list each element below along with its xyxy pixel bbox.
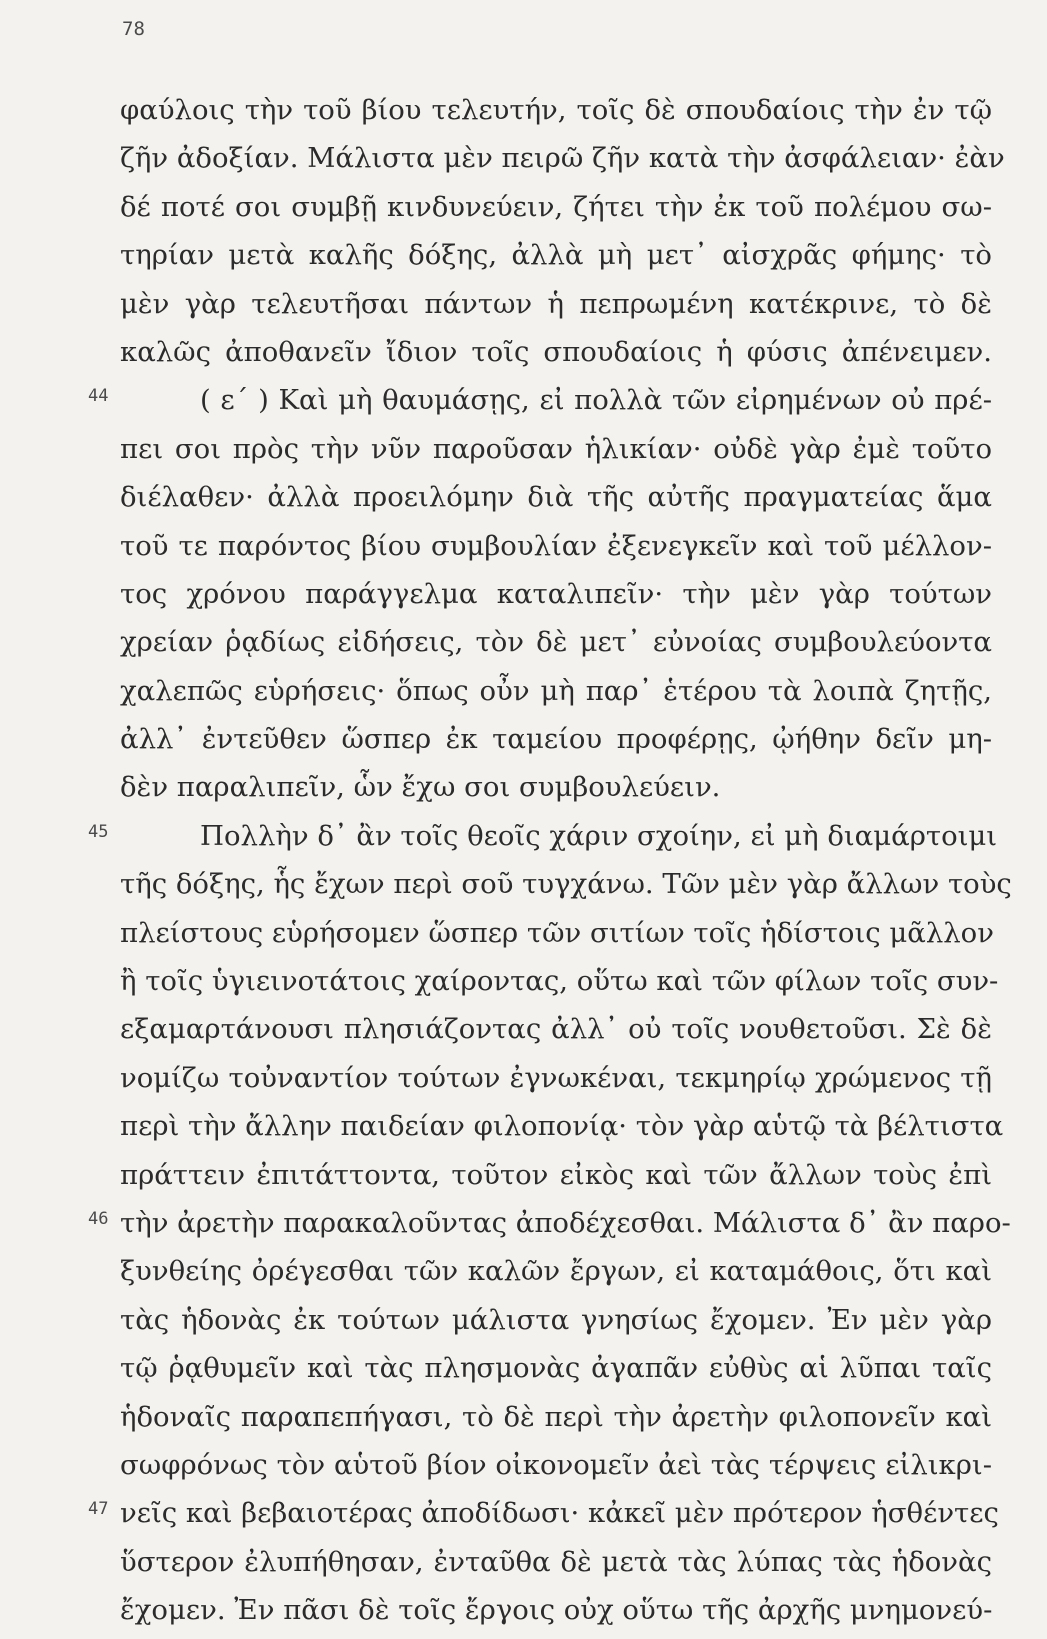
text-line [0,1106,1047,1154]
line-text: μὲν γὰρ τελευτῆσαι πάντων ἡ πεπρωμένη κατέκρινε, τὸ δὲ [120,287,992,320]
text-line [0,767,1047,815]
text-line [0,622,1047,670]
text-line [0,864,1047,912]
text-line [0,187,1047,235]
text-line [0,961,1047,1009]
line-text: τῷ ῥᾳθυμεῖν καὶ τὰς πλησμονὰς ἀγαπᾶν εὐθὺς αἱ λῦπαι ταῖς [120,1352,992,1385]
section-number: 45 [88,821,109,842]
line-text: φαύλοις τὴν τοῦ βίου τελευτήν, τοῖς δὲ σπουδαίοις τὴν ἐν τῷ [120,94,992,126]
text-line [0,429,1047,477]
text-line [0,284,1047,332]
text-line [0,1203,1047,1251]
text-line [0,1493,1047,1541]
text-line [0,1590,1047,1638]
line-text: τὴν ἀρετὴν παρακαλοῦντας ἀποδέχεσθαι. Μάλιστα δ᾽ ἂν παρο- [120,1206,1011,1239]
text-line [0,235,1047,283]
line-text: περὶ τὴν ἄλλην παιδείαν φιλοπονίᾳ· τὸν γὰρ αὑτῷ τὰ βέλτιστα [120,1110,1004,1143]
text-line [0,913,1047,961]
line-text: πλείστους εὑρήσομεν ὥσπερ τῶν σιτίων τοῖς ἡδίστοις μᾶλλον [120,916,994,949]
text-line [0,90,1047,138]
line-text: τῆς δόξης, ἧς ἔχων περὶ σοῦ τυγχάνω. Τῶν μὲν γὰρ ἄλλων τοὺς [120,868,1012,901]
body-text [0,90,1047,1639]
text-line [0,574,1047,622]
text-line [0,1300,1047,1348]
text-line [0,1445,1047,1493]
line-text: Πολλὴν δ᾽ ἂν τοῖς θεοῖς χάριν σχοίην, εἰ μὴ διαμάρτοιμι [200,819,998,852]
line-text: νεῖς καὶ βεβαιοτέρας ἀποδίδωσι· κἀκεῖ μὲν πρότερον ἡσθέντες [120,1497,999,1530]
line-text: δὲν παραλιπεῖν, ὧν ἔχω σοι συμβουλεύειν. [120,771,721,804]
text-line [0,332,1047,380]
page-number: 78 [122,18,145,40]
text-line [0,380,1047,428]
text-line [0,477,1047,525]
section-number: 46 [88,1208,109,1229]
line-text: ζῆν ἀδοξίαν. Μάλιστα μὲν πειρῶ ζῆν κατὰ τὴν ἀσφάλειαν· ἐὰν [120,142,1005,175]
line-text: ἢ τοῖς ὑγιεινοτάτοις χαίροντας, οὕτω καὶ τῶν φίλων τοῖς συν- [120,965,999,998]
line-text: νομίζω τοὐναντίον τούτων ἐγνωκέναι, τεκμηρίῳ χρώμενος τῇ [120,1061,992,1094]
line-text: εξαμαρτάνουσι πλησιάζοντας ἀλλ᾽ οὐ τοῖς νουθετοῦσι. Σὲ δὲ [120,1013,992,1046]
line-text: πει σοι πρὸς τὴν νῦν παροῦσαν ἡλικίαν· οὐδὲ γὰρ ἐμὲ τοῦτο [120,432,992,465]
text-line [0,526,1047,574]
line-text: καλῶς ἀποθανεῖν ἴδιον τοῖς σπουδαίοις ἡ φύσις ἀπένειμεν. [120,335,992,368]
text-line [0,1155,1047,1203]
line-text: πράττειν ἐπιτάττοντα, τοῦτον εἰκὸς καὶ τῶν ἄλλων τοὺς ἐπὶ [120,1158,992,1191]
text-line [0,719,1047,767]
section-number: 44 [88,386,109,407]
line-text: τος χρόνου παράγγελμα καταλιπεῖν· τὴν μὲν γὰρ τούτων [120,577,992,610]
line-text: τοῦ τε παρόντος βίου συμβουλίαν ἐξενεγκεῖν καὶ τοῦ μέλλον- [120,529,992,562]
line-text: ( ε΄ ) Καὶ μὴ θαυμάσῃς, εἰ πολλὰ τῶν εἰρημένων οὐ πρέ- [200,384,992,417]
line-text: διέλαθεν· ἀλλὰ προειλόμην διὰ τῆς αὐτῆς πραγματείας ἅμα [120,481,992,514]
line-text: χαλεπῶς εὑρήσεις· ὅπως οὖν μὴ παρ᾽ ἑτέρου τὰ λοιπὰ ζητῇς, [120,674,992,707]
text-line [0,1251,1047,1299]
line-text: ξυνθείης ὀρέγεσθαι τῶν καλῶν ἔργων, εἰ καταμάθοις, ὅτι καὶ [120,1255,992,1288]
line-text: τὰς ἡδονὰς ἐκ τούτων μάλιστα γνησίως ἔχομεν. Ἐν μὲν γὰρ [120,1303,992,1336]
line-text: ὕστερον ἐλυπήθησαν, ἐνταῦθα δὲ μετὰ τὰς λύπας τὰς ἡδονὰς [120,1545,992,1578]
text-line [0,671,1047,719]
text-line [0,1397,1047,1445]
line-text: χρείαν ῥᾳδίως εἰδήσεις, τὸν δὲ μετ᾽ εὐνοίας συμβουλεύοντα [120,626,992,659]
section-number: 47 [88,1499,109,1520]
line-text: σωφρόνως τὸν αὑτοῦ βίον οἰκονομεῖν ἀεὶ τὰς τέρψεις εἰλικρι- [120,1448,992,1481]
text-line [0,1009,1047,1057]
text-line [0,1348,1047,1396]
line-text: τηρίαν μετὰ καλῆς δόξης, ἀλλὰ μὴ μετ᾽ αἰσχρᾶς φήμης· τὸ [120,239,992,272]
line-text: ἔχομεν. Ἐν πᾶσι δὲ τοῖς ἔργοις οὐχ οὕτω τῆς ἀρχῆς μνημονεύ- [120,1594,993,1627]
line-text: ἀλλ᾽ ἐντεῦθεν ὥσπερ ἐκ ταμείου προφέρῃς, ᾠήθην δεῖν μη- [120,723,992,756]
text-line [0,1542,1047,1590]
text-line [0,816,1047,864]
text-line [0,138,1047,186]
line-text: δέ ποτέ σοι συμβῇ κινδυνεύειν, ζήτει τὴν ἐκ τοῦ πολέμου σω- [120,190,992,223]
line-text: ἡδοναῖς παραπεπήγασι, τὸ δὲ περὶ τὴν ἀρετὴν φιλοπονεῖν καὶ [120,1400,992,1433]
text-line [0,1058,1047,1106]
